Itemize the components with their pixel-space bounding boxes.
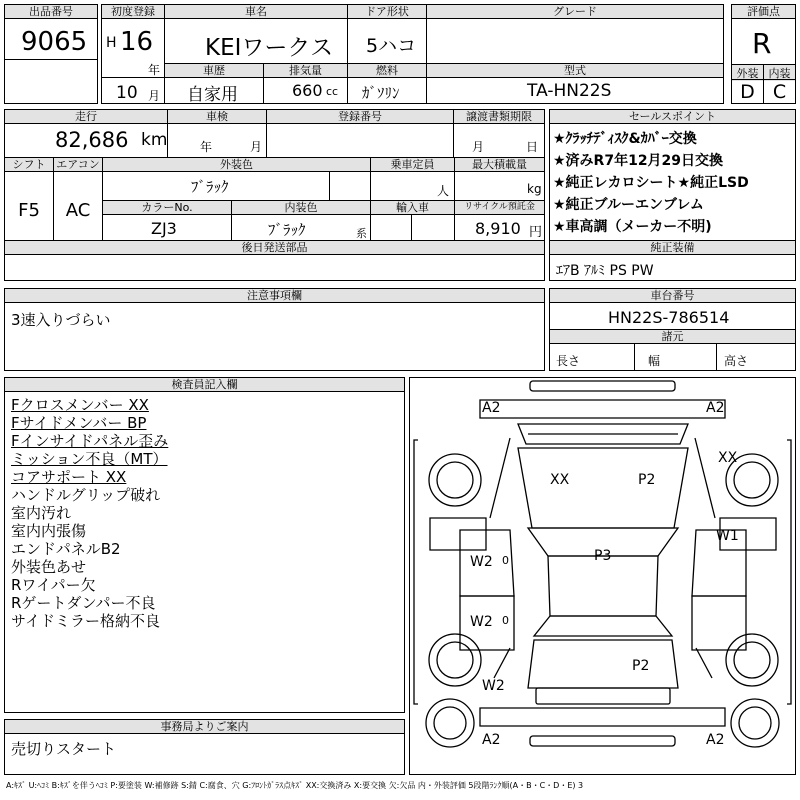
- notes-cell: [4, 288, 545, 371]
- transfer-month-unit: 月: [472, 140, 485, 154]
- inspector-item: コアサポート XX: [11, 468, 127, 486]
- capacity-unit: 人: [437, 184, 450, 198]
- damage-mark-p2: P2: [638, 472, 656, 488]
- car-diagram-svg: [410, 378, 795, 774]
- first-registration-label: 初度登録: [102, 5, 164, 19]
- inspector-item: ハンドルグリップ破れ: [11, 486, 161, 504]
- max-load-cell: [454, 157, 545, 201]
- equipment: ｴｱB ｱﾙﾐ PS PW: [556, 263, 654, 279]
- capacity-label: 乗車定員: [371, 158, 454, 172]
- sales-point-item: ★純正レカロシート★純正LSD: [553, 175, 749, 191]
- exterior-color-cell: [102, 157, 371, 201]
- chassis-number: HN22S-786514: [608, 308, 730, 327]
- reg-number-cell: [266, 109, 454, 158]
- damage-mark-xx: XX: [718, 450, 738, 466]
- dims-label: 諸元: [550, 330, 795, 344]
- sales-points-label: セールスポイント: [550, 110, 795, 124]
- first-registration-cell: [101, 4, 165, 104]
- lot-number: 9065: [21, 27, 88, 57]
- mileage-label: 走行: [5, 110, 167, 124]
- sales-point-item: ★車高調（メーカー不明): [553, 219, 712, 235]
- car-name-label: 車名: [165, 5, 347, 19]
- exterior-color-label: 外装色: [103, 158, 370, 172]
- sales-point-item: ★済みR7年12月29日交換: [553, 153, 724, 169]
- model-cell: [426, 63, 724, 104]
- import-cell: [370, 200, 455, 241]
- damage-mark-w1: W1: [716, 528, 739, 544]
- notes-text: 3速入りづらい: [11, 311, 111, 329]
- car-name: KEIワークス: [205, 35, 334, 61]
- damage-mark-w2: W2: [470, 554, 493, 570]
- color-no: ZJ3: [151, 219, 177, 238]
- score-cell: [731, 4, 796, 104]
- displacement-label: 排気量: [264, 64, 347, 78]
- door-cell: [347, 4, 427, 64]
- history-label: 車歴: [165, 64, 263, 78]
- damage-mark-o: 0: [502, 554, 509, 567]
- inspector-item: エンドパネルB2: [11, 540, 121, 558]
- transfer-day-unit: 日: [526, 140, 539, 154]
- legend-text: A:ｷｽﾞ U:ﾍｺﾐ B:ｷｽﾞを伴うﾍｺﾐ P:要塗装 W:補修跡 S:錆 C:腐食、穴 G:ﾌﾛﾝﾄｶﾞﾗｽ点ｷｽﾞ XX:交換済み X:要交換 欠:欠品 内・外装評価 5段階ﾗﾝｸ順(A・B・C・D・E) 3: [6, 781, 584, 790]
- grade-cell: [426, 4, 724, 64]
- inspector-item: 外装色あせ: [11, 558, 87, 576]
- interior-color-cell: [231, 200, 371, 241]
- interior-score-label: 内装: [764, 65, 795, 81]
- equipment-label: 純正装備: [550, 241, 795, 255]
- damage-mark-a2: A2: [706, 732, 725, 748]
- equipment-cell: [549, 240, 796, 281]
- dims-cell: [549, 329, 796, 371]
- registration-year: 16: [120, 27, 154, 57]
- damage-mark-a2: A2: [706, 400, 725, 416]
- sales-point-item: ★純正ブルーエンブレム: [553, 197, 704, 213]
- recycle-cell: [454, 200, 545, 241]
- reg-number-label: 登録番号: [267, 110, 453, 124]
- damage-mark-o: 0: [502, 614, 509, 627]
- inspector-item: Rゲートダンパー不良: [11, 594, 156, 612]
- color-no-label: カラーNo.: [103, 201, 231, 215]
- history-cell: [164, 63, 264, 104]
- width-label: 幅: [648, 354, 661, 368]
- inspector-item: Rワイパー欠: [11, 576, 96, 594]
- displacement-unit: cc: [326, 85, 339, 98]
- exterior-color: ﾌﾞﾗｯｸ: [191, 178, 229, 196]
- displacement-cell: [263, 63, 348, 104]
- shift: F5: [18, 200, 40, 221]
- fuel-label: 燃料: [348, 64, 426, 78]
- mileage-cell: [4, 109, 168, 158]
- damage-mark-w2: W2: [482, 678, 505, 694]
- aircon-label: エアコン: [54, 158, 102, 172]
- mileage-unit: km: [141, 130, 168, 150]
- score-label: 評価点: [732, 5, 795, 19]
- inspection-label: 車検: [168, 110, 266, 124]
- lot-number-label: 出品番号: [5, 5, 97, 19]
- inspector-label: 検査員記入欄: [5, 378, 404, 392]
- inspection-cell: [167, 109, 267, 158]
- inspector-cell: [4, 377, 405, 713]
- registration-month: 10: [116, 83, 138, 103]
- exterior-score-label: 外装: [732, 65, 763, 81]
- fuel-type: ｶﾞｿﾘﾝ: [362, 84, 400, 102]
- damage-mark-p3: P3: [594, 548, 612, 564]
- inspector-item: 室内汚れ: [11, 504, 72, 522]
- transfer-label: 譲渡書類期限: [454, 110, 544, 124]
- max-load-label: 最大積載量: [455, 158, 544, 172]
- office-note: 売切りスタート: [11, 740, 117, 758]
- import-label: 輸入車: [371, 201, 454, 215]
- damage-mark-a2: A2: [482, 732, 501, 748]
- damage-mark-xx: XX: [550, 472, 570, 488]
- later-parts-label: 後日発送部品: [5, 241, 544, 255]
- lot-number-cell: [4, 4, 98, 60]
- overall-score: R: [752, 27, 772, 60]
- max-load-unit: kg: [527, 182, 542, 196]
- office-label: 事務局よりご案内: [5, 720, 404, 734]
- car-name-cell: [164, 4, 348, 64]
- displacement: 660: [292, 81, 323, 100]
- notes-label: 注意事項欄: [5, 289, 544, 303]
- year-unit: 年: [148, 63, 161, 77]
- interior-score: C: [772, 81, 787, 103]
- aircon: AC: [65, 200, 91, 221]
- month-unit: 月: [148, 89, 161, 103]
- door-type: 5ハコ: [366, 35, 417, 57]
- grade-label: グレード: [427, 5, 723, 19]
- damage-mark-a2: A2: [482, 400, 501, 416]
- sales-points-cell: [549, 109, 796, 241]
- vehicle-history: 自家用: [187, 85, 238, 105]
- inspector-item: Fサイドメンバー BP: [11, 414, 147, 432]
- inspector-item: Fインサイドパネル歪み: [11, 432, 169, 450]
- length-label: 長さ: [556, 354, 581, 368]
- capacity-cell: [370, 157, 455, 201]
- inspector-item: サイドミラー格納不良: [11, 612, 160, 630]
- office-cell: [4, 719, 405, 775]
- inspection-year-unit: 年: [200, 140, 213, 154]
- damage-mark-p2: P2: [632, 658, 650, 674]
- era: H: [106, 35, 117, 51]
- interior-color: ﾌﾞﾗｯｸ: [268, 221, 306, 239]
- door-label: ドア形状: [348, 5, 426, 19]
- fuel-cell: [347, 63, 427, 104]
- interior-color-suffix: 系: [356, 227, 367, 240]
- recycle-unit: 円: [529, 225, 543, 240]
- recycle-label: リサイクル預託金: [455, 201, 544, 215]
- inspector-item: Fクロスメンバー XX: [11, 396, 149, 414]
- shift-cell: [4, 157, 54, 241]
- chassis-label: 車台番号: [550, 289, 795, 303]
- inspector-item: ミッション不良（MT）: [11, 450, 168, 468]
- model-code: TA-HN22S: [527, 81, 612, 101]
- mileage: 82,686: [55, 128, 129, 152]
- aircon-cell: [53, 157, 103, 241]
- color-no-cell: [102, 200, 232, 241]
- later-parts-cell: [4, 240, 545, 281]
- exterior-score: D: [740, 81, 755, 103]
- interior-color-label: 内装色: [232, 201, 370, 215]
- damage-mark-w2: W2: [470, 614, 493, 630]
- shift-label: シフト: [5, 158, 53, 172]
- inspector-item: 室内内張傷: [11, 522, 87, 540]
- recycle-fee: 8,910: [475, 219, 521, 238]
- lot-blank-cell: [4, 59, 98, 104]
- chassis-cell: [549, 288, 796, 330]
- height-label: 高さ: [724, 354, 749, 368]
- transfer-cell: [453, 109, 545, 158]
- sales-point-item: ★ｸﾗｯﾁﾃﾞｨｽｸ&ｶﾊﾞｰ交換: [553, 131, 697, 147]
- car-diagram: [409, 377, 796, 775]
- model-label: 型式: [427, 64, 723, 78]
- inspection-month-unit: 月: [250, 140, 263, 154]
